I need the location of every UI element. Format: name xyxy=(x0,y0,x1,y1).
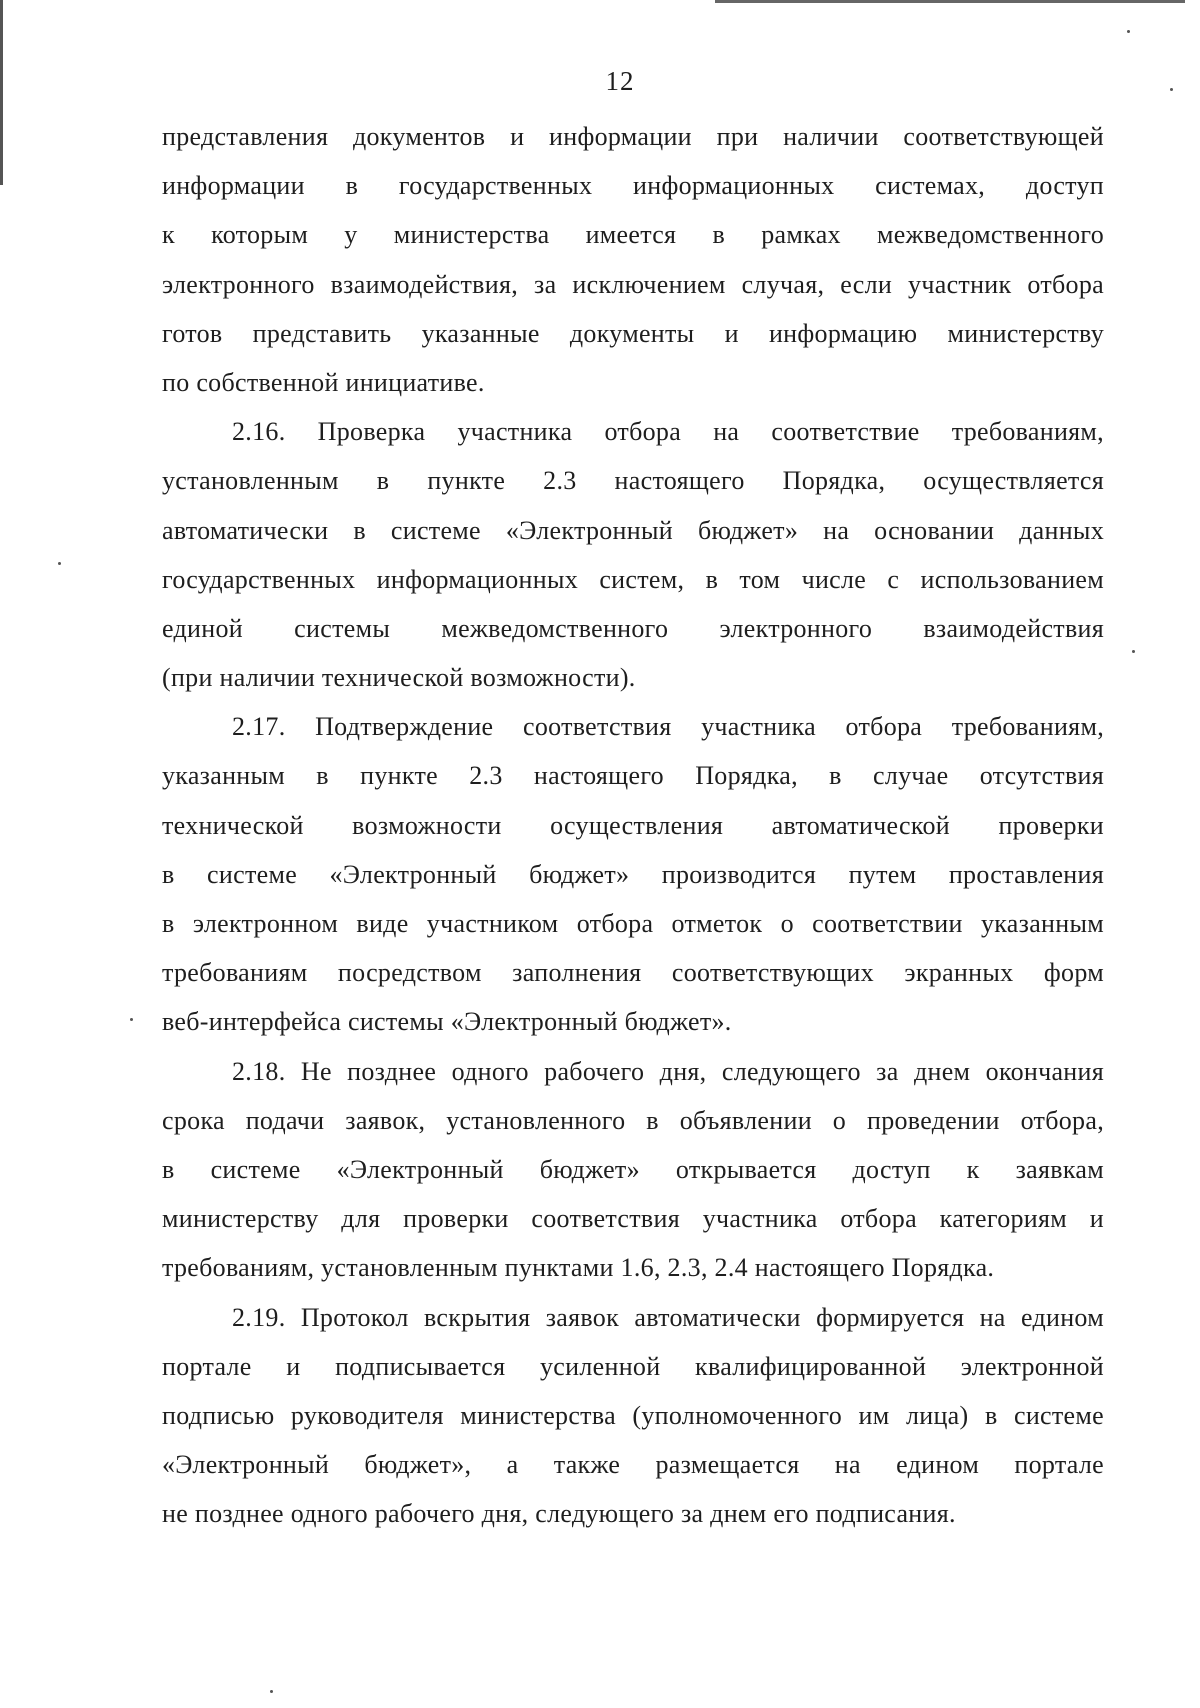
text-line: «Электронный бюджет», а также размещается на едином портале xyxy=(162,1450,1104,1480)
paragraph-2-16 xyxy=(162,407,1104,702)
text-line: к которым у министерства имеется в рамках межведомственного xyxy=(162,220,1104,250)
text-line: 2.18. Не позднее одного рабочего дня, следующего за днем окончания xyxy=(232,1056,1104,1086)
text-line: 2.17. Подтверждение соответствия участника отбора требованиям, xyxy=(232,712,1104,742)
text-line: представления документов и информации при наличии соответствующей xyxy=(162,122,1104,151)
scan-speck xyxy=(58,562,61,565)
text-line: технической возможности осуществления автоматической проверки xyxy=(162,810,1104,840)
scan-speck xyxy=(1127,30,1130,33)
text-line: подписью руководителя министерства (уполномоченного им лица) в системе xyxy=(162,1400,1104,1430)
text-line: информации в государственных информационных системах, доступ xyxy=(162,171,1104,201)
text-line: министерству для проверки соответствия участника отбора категориям и xyxy=(162,1204,1104,1234)
text-line: (при наличии технической возможности). xyxy=(162,663,636,693)
text-line: в системе «Электронный бюджет» открывается доступ к заявкам xyxy=(162,1154,1104,1184)
paragraph-2-17 xyxy=(162,702,1104,1046)
text-line: установленным в пункте 2.3 настоящего Порядка, осуществляется xyxy=(162,466,1104,496)
text-line: автоматически в системе «Электронный бюджет» на основании данных xyxy=(162,515,1104,545)
text-line: государственных информационных систем, в том числе с использованием xyxy=(162,564,1104,594)
page-number: 12 xyxy=(605,66,635,96)
paragraph-continuation xyxy=(162,112,1104,407)
text-line: срока подачи заявок, установленного в объявлении о проведении отбора, xyxy=(162,1105,1104,1135)
text-line: в системе «Электронный бюджет» производится путем проставления xyxy=(162,859,1104,889)
text-line: электронного взаимодействия, за исключением случая, если участник отбора xyxy=(162,269,1104,299)
scan-speck xyxy=(1132,650,1135,653)
text-line: по собственной инициативе. xyxy=(162,367,485,397)
text-line: 2.16. Проверка участника отбора на соответствие требованиям, xyxy=(232,417,1104,447)
text-line: указанным в пункте 2.3 настоящего Порядка, в случае отсутствия xyxy=(162,761,1104,791)
paragraph-2-19 xyxy=(162,1293,1104,1539)
text-line: портале и подписывается усиленной квалифицированной электронной xyxy=(162,1351,1104,1381)
text-line: 2.19. Протокол вскрытия заявок автоматически формируется на едином xyxy=(232,1302,1104,1332)
text-line: единой системы межведомственного электронного взаимодействия xyxy=(162,613,1104,643)
text-line: веб-интерфейса системы «Электронный бюджет». xyxy=(162,1007,732,1037)
scan-speck xyxy=(270,1690,273,1693)
paragraph-2-18 xyxy=(162,1047,1104,1293)
text-line: не позднее одного рабочего дня, следующего за днем его подписания. xyxy=(162,1499,956,1529)
text-line: готов представить указанные документы и информацию министерству xyxy=(162,318,1104,348)
scan-speck xyxy=(130,1018,133,1021)
scan-edge-mark xyxy=(715,0,1185,3)
document-body xyxy=(162,112,1104,1538)
text-line: в электронном виде участником отбора отметок о соответствии указанным xyxy=(162,909,1104,938)
text-line: требованиям посредством заполнения соответствующих экранных форм xyxy=(162,958,1104,988)
text-line: требованиям, установленным пунктами 1.6, 2.3, 2.4 настоящего Порядка. xyxy=(162,1253,995,1283)
